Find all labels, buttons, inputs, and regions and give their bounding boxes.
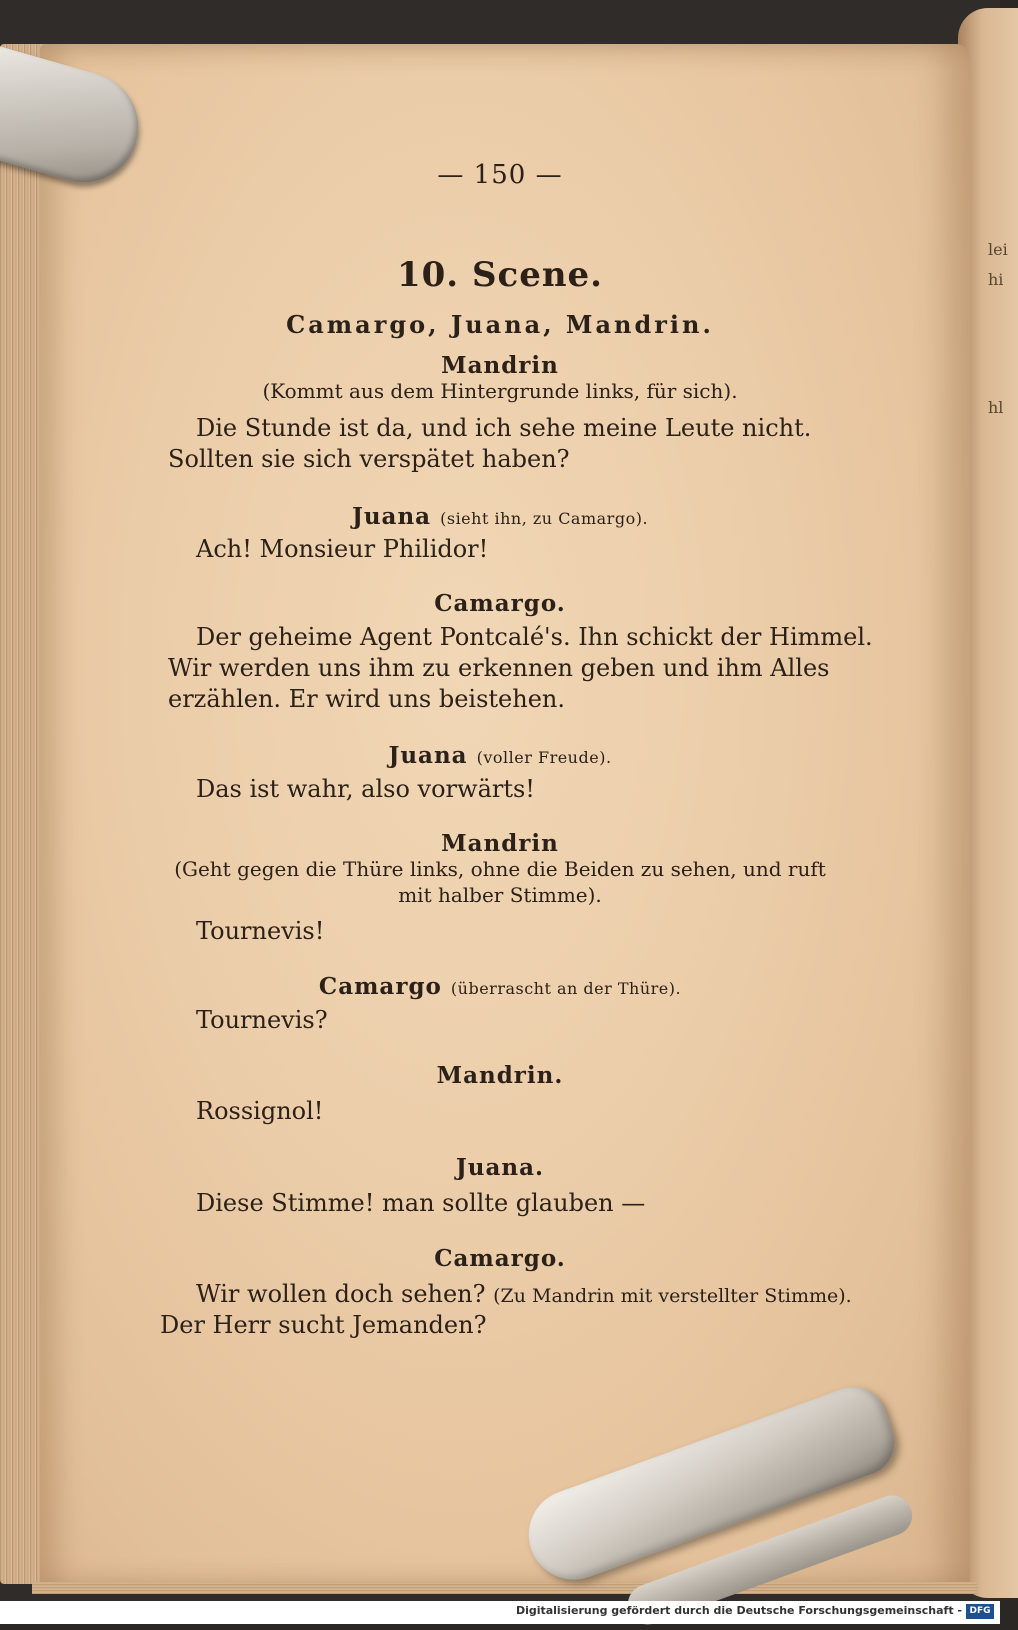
scene-title: 10. Scene.: [396, 255, 604, 295]
dialogue-line: Die Stunde ist da, und ich sehe meine Leute nicht.: [196, 414, 812, 442]
stage-direction: (voller Freude).: [476, 748, 612, 767]
stage-direction: (Zu Mandrin mit verstellter Stimme).: [493, 1285, 852, 1307]
dialogue-line: Der geheime Agent Pontcalé's. Ihn schickt der Himmel.: [196, 623, 873, 651]
speaker-name: Mandrin: [441, 830, 559, 857]
speaker-line: [0, 503, 1000, 530]
speaker-line: [0, 973, 1000, 1000]
speaker-name: Mandrin: [441, 352, 559, 379]
stage-direction: (überrascht an der Thüre).: [450, 979, 682, 998]
dialogue-line: [196, 1279, 852, 1312]
speaker-name: Camargo.: [434, 1245, 566, 1272]
dialogue-line: Tournevis?: [196, 1006, 328, 1034]
right-page-fragment: hi: [988, 270, 1004, 289]
dialogue-line: Das ist wahr, also vorwärts!: [196, 775, 535, 803]
speaker-name: Juana: [388, 742, 468, 769]
dialogue-line: Ach! Monsieur Philidor!: [196, 535, 489, 563]
dialogue-line: Der Herr sucht Jemanden?: [160, 1311, 487, 1339]
bottom-page-edges: [32, 1582, 977, 1594]
dialogue-line: Rossignol!: [196, 1097, 324, 1125]
dfg-logo: DFG: [966, 1604, 994, 1619]
speaker-name: Juana.: [455, 1154, 545, 1181]
stage-direction: (Geht gegen die Thüre links, ohne die Beiden zu sehen, und ruft: [174, 857, 826, 881]
right-page-fragment: lei: [988, 240, 1008, 259]
speaker-name: Juana: [351, 503, 432, 530]
dialogue-line: Tournevis!: [196, 917, 325, 945]
speaker-name: Camargo.: [434, 590, 566, 617]
dialogue-line: Sollten sie sich verspätet haben?: [168, 445, 570, 473]
dialogue-text: Wir wollen doch sehen?: [196, 1280, 486, 1308]
speaker-name: Camargo: [318, 973, 442, 1000]
page-number: — 150 —: [437, 160, 563, 190]
dialogue-line: Wir werden uns ihm zu erkennen geben und ihm Alles: [168, 654, 830, 682]
footer-credit: Digitalisierung gefördert durch die Deutsche Forschungsgemeinschaft -: [515, 1604, 962, 1617]
dialogue-line: erzählen. Er wird uns beistehen.: [168, 685, 565, 713]
dialogue-line: Diese Stimme! man sollte glauben —: [196, 1189, 646, 1217]
stage-direction: mit halber Stimme).: [398, 883, 602, 907]
stage-direction: (sieht ihn, zu Camargo).: [440, 509, 649, 528]
right-page-fragment: hl: [988, 398, 1004, 417]
speaker-line: [0, 742, 1000, 769]
character-list: Camargo, Juana, Mandrin.: [286, 310, 714, 339]
speaker-name: Mandrin.: [436, 1062, 564, 1089]
stage-direction: (Kommt aus dem Hintergrunde links, für sich).: [262, 379, 738, 403]
